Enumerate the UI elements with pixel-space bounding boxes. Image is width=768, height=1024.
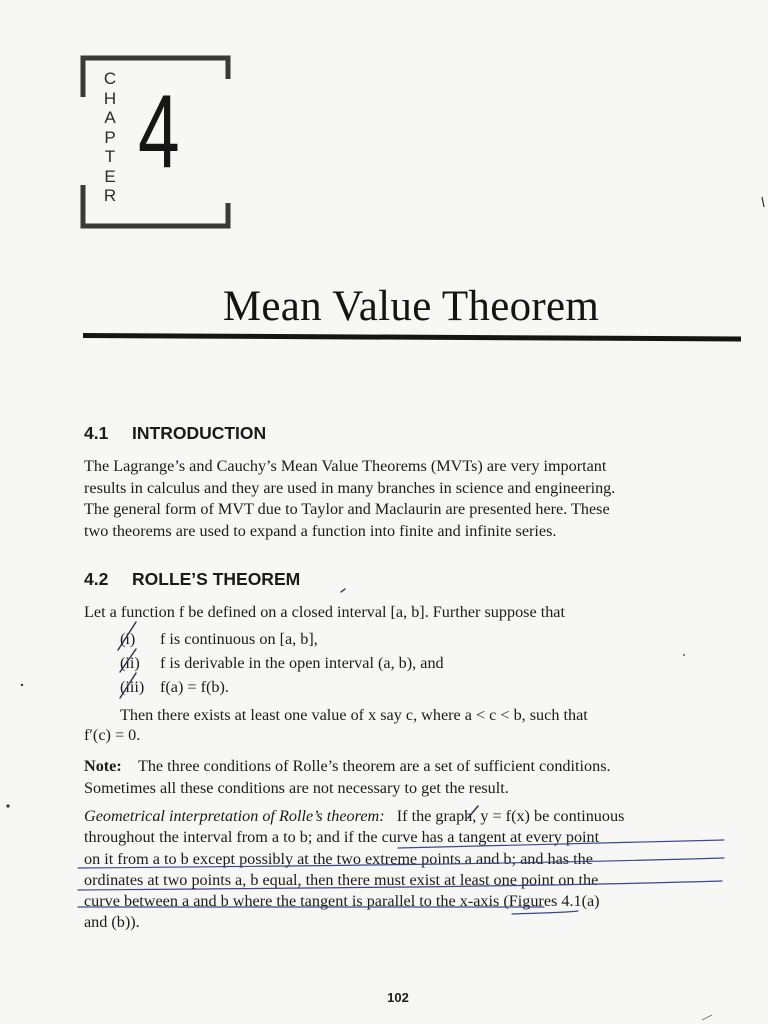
section-title: ROLLE’S THEOREM [132, 569, 301, 589]
paragraph-line: ordinates at two points a, b equal, then there must exist at least one point on the [84, 870, 599, 889]
condition-text: f(a) = f(b). [160, 678, 229, 696]
rolle-conclusion-end [84, 725, 738, 747]
title-rule [83, 333, 741, 341]
ink-dot [683, 654, 685, 656]
chapter-label [100, 69, 120, 206]
paragraph-line [84, 756, 738, 778]
note-text: The three conditions of Rolle’s theorem are a set of sufficient conditions. [137, 757, 611, 775]
chapter-letter: C [103, 69, 117, 88]
chapter-letter: T [104, 147, 116, 166]
rolle-lead-line [84, 602, 738, 624]
page-number: 102 [387, 990, 409, 1005]
chapter-letter: E [104, 166, 116, 186]
chapter-letter: P [104, 127, 116, 147]
paragraph-line: The Lagrange’s and Cauchy’s Mean Value Theorems (MVTs) are very important [84, 457, 607, 475]
margin-mark [762, 197, 764, 207]
paragraph-line [84, 806, 738, 827]
paragraph-line: results in calculus and they are used in many branches in science and engineering. [84, 478, 616, 497]
margin-mark [702, 1015, 712, 1020]
section-number: 4.2 [84, 569, 109, 589]
paragraph-line: f′(c) = 0. [84, 726, 141, 744]
section-title: INTRODUCTION [132, 423, 267, 443]
condition-marker: (i) [120, 630, 136, 648]
paragraph-line: The general form of MVT due to Taylor and Maclaurin are presented here. These [84, 500, 610, 518]
ink-dot [21, 684, 23, 686]
section-heading-rolles-theorem [84, 569, 300, 590]
condition-marker: (iii) [120, 678, 145, 696]
condition-text: f is derivable in the open interval (a, b), and [160, 654, 444, 672]
chapter-badge [80, 55, 232, 230]
ink-dot [6, 804, 9, 807]
geometric-label: Geometrical interpretation of Rolle’s theorem: [84, 807, 385, 825]
condition-item [120, 652, 444, 674]
chapter-letter: H [103, 88, 117, 108]
section-heading-introduction [84, 423, 266, 444]
chapter-letter: A [104, 108, 116, 127]
chapter-letter: R [103, 186, 117, 205]
paragraph-line: Sometimes all these conditions are not necessary to get the result. [84, 778, 509, 797]
condition-marker: (ii) [120, 654, 140, 672]
geometric-interpretation-paragraph [84, 806, 738, 934]
chapter-title: Mean Value Theorem [222, 283, 600, 330]
paragraph-line: two theorems are used to expand a function into finite and infinite series. [84, 521, 557, 540]
condition-text: f is continuous on [a, b], [160, 630, 318, 648]
paragraph-line: Let a function f be defined on a closed interval [a, b]. Further suppose that [84, 603, 565, 621]
introduction-paragraph [84, 456, 738, 542]
paragraph-line: curve between a and b where the tangent is parallel to the x-axis (Figures 4.1(a) [84, 892, 600, 911]
tick-mark [341, 589, 345, 592]
condition-item [120, 676, 229, 698]
paragraph-line: and (b)). [84, 913, 140, 932]
paragraph-line: throughout the interval from a to b; and if the curve has a tangent at every point [84, 828, 600, 847]
note-label: Note: [84, 757, 122, 775]
paragraph-line: on it from a to b except possibly at the two extreme points a and b; and has the [84, 849, 593, 868]
chapter-number: 4 [138, 74, 180, 190]
note-paragraph [84, 756, 738, 799]
rolle-conclusion [120, 705, 740, 727]
paragraph-line: Then there exists at least one value of x say c, where a < c < b, such that [120, 706, 588, 724]
condition-item [120, 628, 318, 650]
section-number: 4.1 [84, 423, 109, 443]
geometric-text: If the graph, y = f(x) be continuous [396, 807, 625, 825]
